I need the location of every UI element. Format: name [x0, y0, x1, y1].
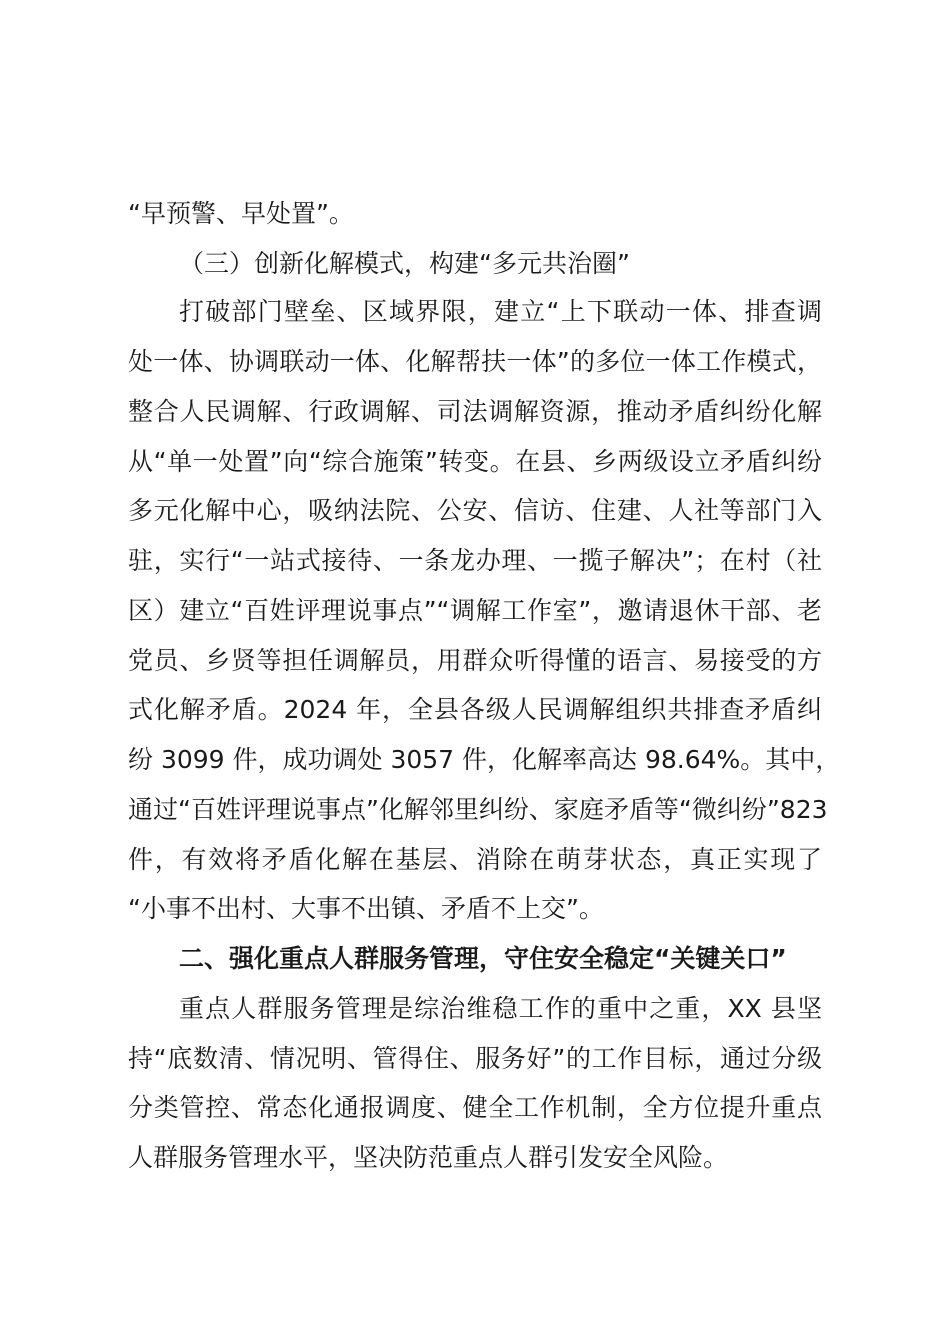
text-line: 纷 3099 件，成功调处 3057 件，化解率高达 98.64%。其中， — [128, 745, 841, 774]
text-line: 整合人民调解、行政调解、司法调解资源，推动矛盾纠纷化解 — [128, 397, 822, 426]
chapter-heading: 二、强化重点人群服务管理，守住安全稳定“关键关口” — [179, 944, 787, 973]
text-line: 重点人群服务管理是综治维稳工作的重中之重，XX 县坚 — [179, 994, 822, 1023]
text-line: 件，有效将矛盾化解在基层、消除在萌芽状态，真正实现了 — [128, 845, 822, 874]
text-line: 多元化解中心，吸纳法院、公安、信访、住建、人社等部门入 — [128, 496, 822, 525]
text-line: 区）建立“百姓评理说事点”“调解工作室”，邀请退休干部、老 — [128, 596, 822, 625]
text-line: 持“底数清、情况明、管得住、服务好”的工作目标，通过分级 — [128, 1044, 822, 1073]
text-line: “早预警、早处置”。 — [128, 199, 354, 228]
text-line: 分类管控、常态化通报调度、健全工作机制，全方位提升重点 — [128, 1093, 822, 1122]
text-line: 打破部门壁垒、区域界限，建立“上下联动一体、排查调 — [179, 297, 822, 326]
section-heading: （三）创新化解模式，构建“多元共治圈” — [179, 249, 630, 278]
text-line: 从“单一处置”向“综合施策”转变。在县、乡两级设立矛盾纠纷 — [128, 447, 822, 476]
text-line: “小事不出村、大事不出镇、矛盾不上交”。 — [128, 894, 604, 923]
text-line: 党员、乡贤等担任调解员，用群众听得懂的语言、易接受的方 — [128, 646, 822, 675]
text-line: 式化解矛盾。2024 年，全县各级人民调解组织共排查矛盾纠 — [128, 695, 822, 724]
text-line: 处一体、协调联动一体、化解帮扶一体”的多位一体工作模式， — [128, 347, 822, 376]
text-line: 通过“百姓评理说事点”化解邻里纠纷、家庭矛盾等“微纠纷”823 — [128, 795, 828, 824]
text-line: 人群服务管理水平，坚决防范重点人群引发安全风险。 — [128, 1143, 729, 1172]
text-line: 驻，实行“一站式接待、一条龙办理、一揽子解决”；在村（社 — [128, 546, 822, 575]
